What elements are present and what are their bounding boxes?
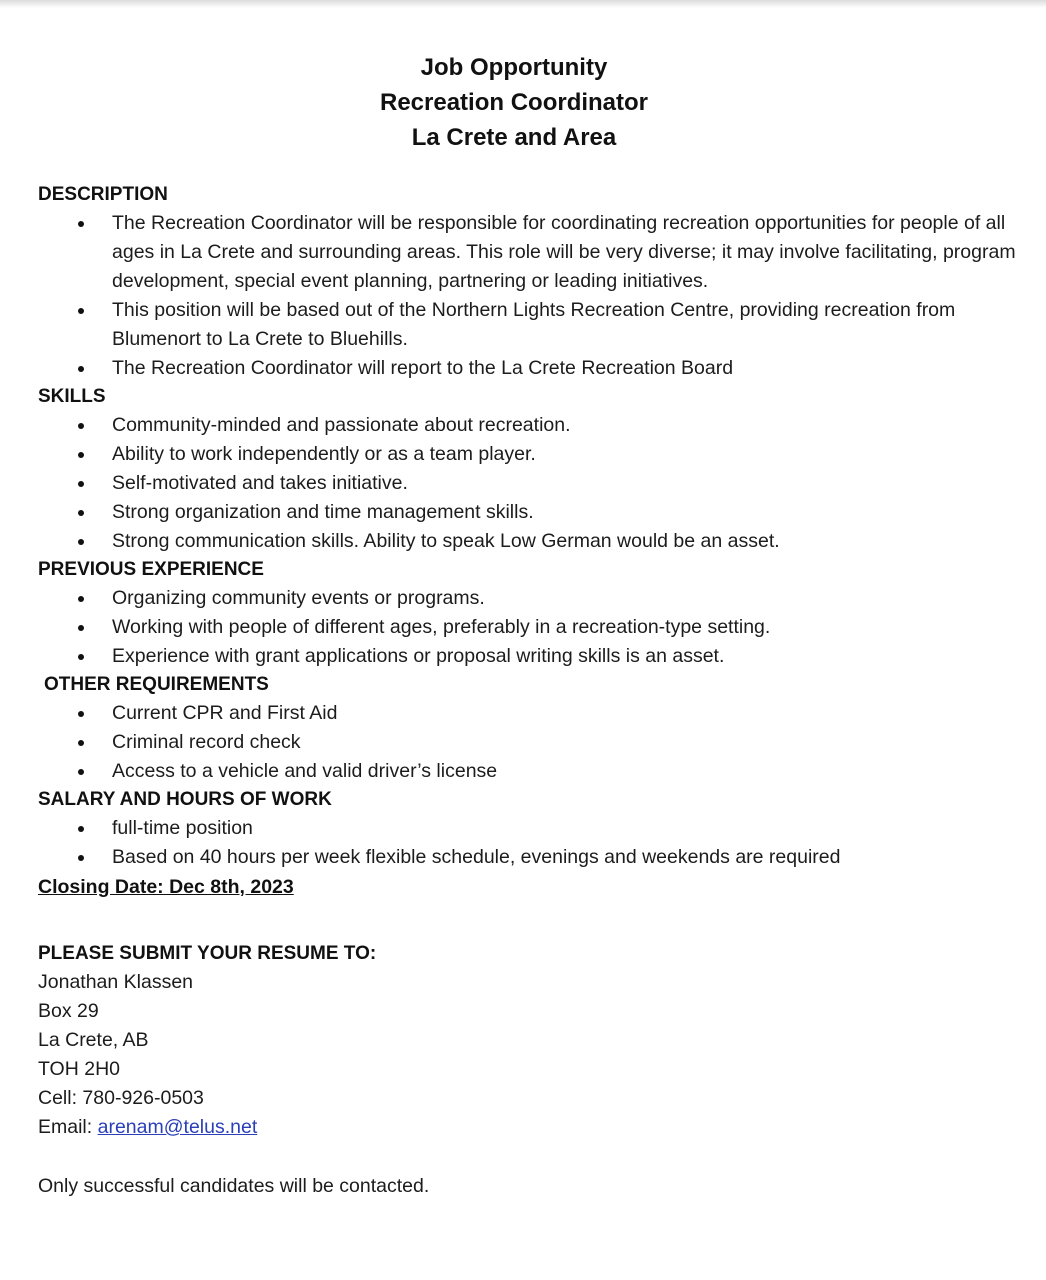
bullet-icon: [78, 596, 84, 602]
bullet-icon: [78, 510, 84, 516]
document-title: [38, 50, 990, 155]
list-item-text: Strong organization and time management skills.: [112, 501, 534, 523]
bullet-icon: [78, 740, 84, 746]
bullet-icon: [78, 221, 84, 227]
list-item-text: The Recreation Coordinator will be responsible for coordinating recreation opportunities for people of all ages in La Crete and surrounding areas. This role will be very diverse; it may involve facilitating, program development, special event planning, partnering or leading initiatives.: [112, 212, 1016, 292]
list-item: [38, 440, 1018, 469]
contact-postal-code: TOH 2H0: [38, 1058, 120, 1080]
bullet-icon: [78, 366, 84, 372]
list-item: [38, 498, 1018, 527]
salary-list: [38, 814, 1018, 872]
experience-list: [38, 584, 1018, 671]
contact-name: Jonathan Klassen: [38, 971, 194, 993]
bullet-icon: [78, 539, 84, 545]
bullet-icon: [78, 452, 84, 458]
bullet-icon: [78, 826, 84, 832]
list-item-text: Experience with grant applications or proposal writing skills is an asset.: [112, 645, 725, 667]
bullet-icon: [78, 423, 84, 429]
list-item: [38, 527, 1018, 556]
list-item-text: Ability to work independently or as a team player.: [112, 443, 536, 465]
list-item: [38, 411, 1018, 440]
email-label: Email:: [38, 1116, 98, 1138]
bullet-icon: [78, 711, 84, 717]
list-item-text: full-time position: [112, 817, 253, 839]
footer-note: Only successful candidates will be contacted.: [38, 1175, 430, 1197]
list-item-text: Community-minded and passionate about recreation.: [112, 414, 571, 436]
list-item-text: Access to a vehicle and valid driver’s license: [112, 760, 498, 782]
list-item: [38, 613, 1018, 642]
list-item: [38, 209, 1018, 296]
bullet-icon: [78, 769, 84, 775]
skills-list: [38, 411, 1018, 556]
list-item-text: Based on 40 hours per week flexible schedule, evenings and weekends are required: [112, 846, 841, 868]
list-item-text: Working with people of different ages, preferably in a recreation-type setting.: [112, 616, 771, 638]
title-line-1: Job Opportunity: [420, 54, 608, 81]
skills-heading: SKILLS: [38, 386, 106, 407]
list-item-text: Criminal record check: [112, 731, 301, 753]
list-item: [38, 584, 1018, 613]
bullet-icon: [78, 654, 84, 660]
salary-heading: SALARY AND HOURS OF WORK: [38, 789, 332, 810]
bullet-icon: [78, 481, 84, 487]
bullet-icon: [78, 308, 84, 314]
contact-box: Box 29: [38, 1000, 99, 1022]
description-list: [38, 209, 1018, 383]
requirements-heading: OTHER REQUIREMENTS: [44, 674, 269, 695]
list-item-text: Self-motivated and takes initiative.: [112, 472, 408, 494]
description-heading: DESCRIPTION: [38, 184, 168, 205]
list-item-text: Strong communication skills. Ability to speak Low German would be an asset.: [112, 530, 780, 552]
list-item: [38, 699, 1018, 728]
bullet-icon: [78, 855, 84, 861]
experience-heading: PREVIOUS EXPERIENCE: [38, 559, 264, 580]
list-item: [38, 814, 1018, 843]
list-item-text: Current CPR and First Aid: [112, 702, 338, 724]
top-edge-shadow: [0, 0, 1046, 8]
contact-email-row: [38, 1113, 1018, 1142]
requirements-list: [38, 699, 1018, 786]
list-item: [38, 296, 1018, 354]
job-posting-document: [38, 50, 1018, 1201]
closing-date: Closing Date: Dec 8th, 2023: [38, 876, 294, 898]
title-line-2: Recreation Coordinator: [379, 89, 649, 116]
list-item: [38, 728, 1018, 757]
contact-cell: Cell: 780-926-0503: [38, 1087, 204, 1109]
list-item: [38, 843, 1018, 872]
title-line-3: La Crete and Area: [411, 124, 617, 151]
list-item: [38, 469, 1018, 498]
list-item: [38, 757, 1018, 786]
list-item-text: The Recreation Coordinator will report to the La Crete Recreation Board: [112, 357, 734, 379]
submit-heading: PLEASE SUBMIT YOUR RESUME TO:: [38, 943, 377, 964]
list-item-text: This position will be based out of the Northern Lights Recreation Centre, providing recreation from Blumenort to La Crete to Bluehills.: [112, 299, 956, 350]
email-link[interactable]: arenam@telus.net: [97, 1116, 258, 1138]
contact-city: La Crete, AB: [38, 1029, 149, 1051]
list-item-text: Organizing community events or programs.: [112, 587, 485, 609]
list-item: [38, 642, 1018, 671]
bullet-icon: [78, 625, 84, 631]
list-item: [38, 354, 1018, 383]
